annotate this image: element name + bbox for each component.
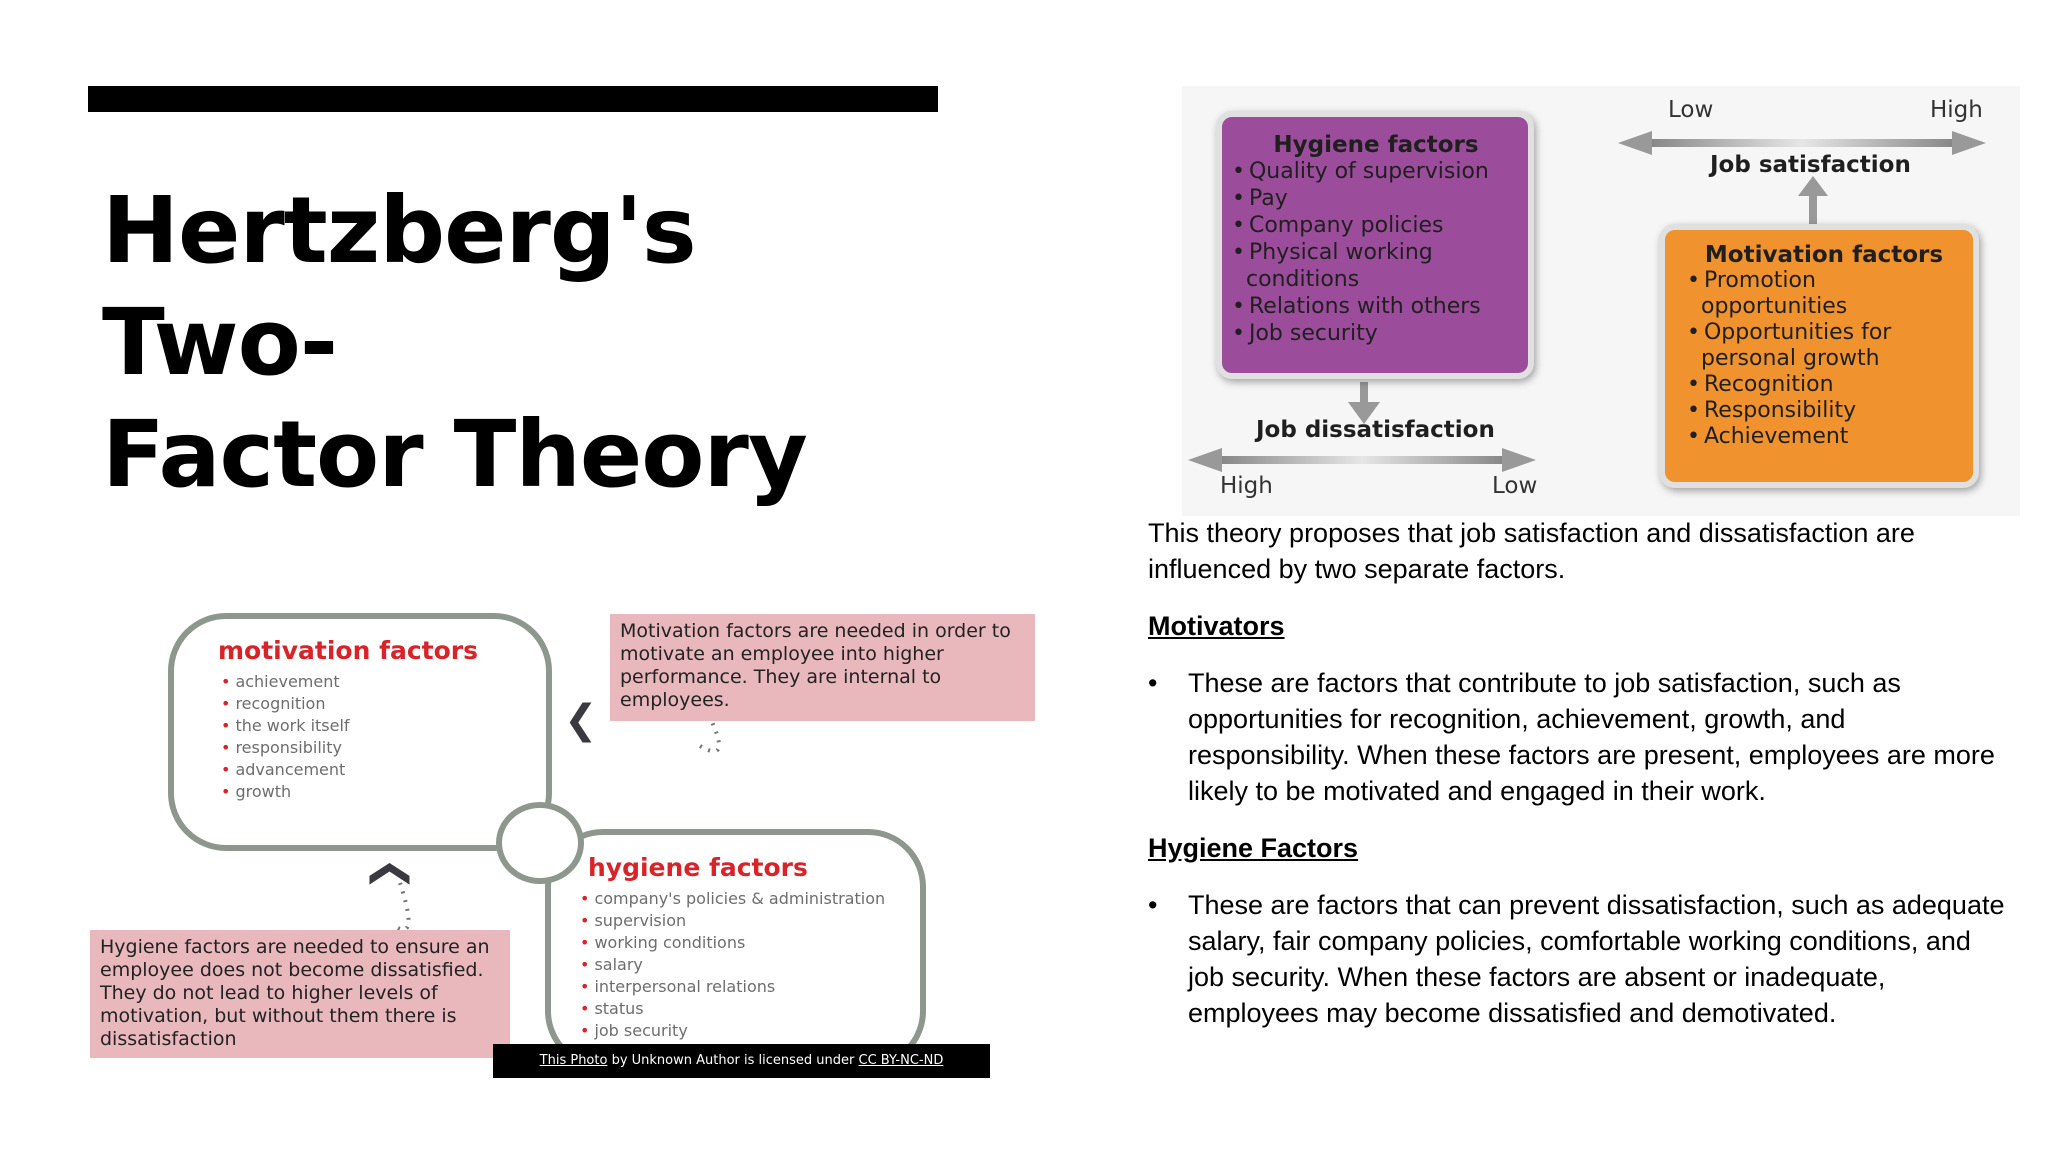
hygiene-box-title: Hygiene factors [1273, 132, 1479, 158]
list-item: • Achievement [1687, 424, 1961, 450]
job-satisfaction-diagram-image [1182, 86, 2020, 516]
motivators-heading: Motivators [1148, 611, 1285, 641]
list-item: • advancement [221, 759, 350, 781]
slide-title-line-1: Hertzberg's Two- [102, 177, 696, 396]
list-item: • working conditions [580, 932, 885, 954]
two-factor-diagram-image [88, 608, 1040, 1078]
motivation-factors-list [221, 671, 350, 803]
list-item: • company's policies & administration [580, 888, 885, 910]
motivation-note: Motivation factors are needed in order to motivate an employee into higher performance. They are internal to employees. [610, 614, 1035, 721]
list-item: • Pay [1232, 185, 1520, 212]
motivation-factors-heading: motivation factors [218, 636, 479, 665]
dissatisfaction-axis-arrow [1188, 448, 1536, 472]
chevron-left-icon: ❮ [564, 697, 598, 743]
satisfaction-low-label: Low [1668, 97, 1714, 123]
list-item: • the work itself [221, 715, 350, 737]
list-item: • recognition [221, 693, 350, 715]
hygiene-factors-box [1216, 111, 1534, 379]
list-item: • Responsibility [1687, 398, 1961, 424]
list-item: • Opportunities for personal growth [1687, 320, 1961, 372]
hygiene-bullet [1148, 887, 2008, 1031]
center-circle [496, 802, 584, 884]
list-item: • status [580, 998, 885, 1020]
list-item: • Company policies [1232, 212, 1520, 239]
list-item: • salary [580, 954, 885, 976]
motivators-bullet-text: These are factors that contribute to job satisfaction, such as opportunities for recognition, achievement, growth, and responsibility. When these factors are present, employees are more likely to be motivated and engaged in their work. [1188, 668, 1995, 806]
list-item: • achievement [221, 671, 350, 693]
job-dissatisfaction-label: Job dissatisfaction [1256, 417, 1495, 443]
hygiene-factors-heading: hygiene factors [588, 853, 808, 882]
list-item: • Promotion opportunities [1687, 268, 1961, 320]
hygiene-note: Hygiene factors are needed to ensure an employee does not become dissatisfied. They do not lead to higher levels of motivation, but without them there is dissatisfaction [90, 930, 510, 1058]
body-text [1148, 515, 2008, 1031]
motivators-bullet [1148, 665, 2008, 809]
title-accent-bar [88, 86, 938, 112]
hygiene-factors-heading-text: Hygiene Factors [1148, 833, 1359, 863]
hygiene-bullet-text: These are factors that can prevent dissatisfaction, such as adequate salary, fair company policies, comfortable working conditions, and job security. When these factors are absent or inadequate, employees may become dissatisfied and demotivated. [1188, 890, 2005, 1028]
license-link[interactable]: CC BY-NC-ND [858, 1053, 944, 1068]
photo-credit-bar [493, 1044, 990, 1078]
list-item: • Quality of supervision [1232, 158, 1520, 185]
photo-link[interactable]: This Photo [539, 1053, 608, 1068]
list-item: • supervision [580, 910, 885, 932]
chevron-up-icon: ❮ [368, 857, 415, 891]
list-item: • growth [221, 781, 350, 803]
motivation-box-title: Motivation factors [1704, 242, 1944, 268]
list-item: • Physical working conditions [1232, 239, 1520, 293]
dissatisfaction-low-label: Low [1492, 473, 1538, 499]
list-item: • interpersonal relations [580, 976, 885, 998]
slide-title [102, 175, 862, 511]
list-item: • Relations with others [1232, 293, 1520, 320]
dissatisfaction-high-label: High [1220, 473, 1273, 499]
bullet-glyph: • [1148, 890, 1158, 920]
job-satisfaction-label: Job satisfaction [1710, 152, 1911, 178]
motivation-factors-box [1659, 224, 1979, 488]
satisfaction-high-label: High [1930, 97, 1983, 123]
motivation-box-list [1687, 268, 1961, 450]
credit-text: by Unknown Author is licensed under [607, 1053, 859, 1068]
hygiene-factors-list [580, 888, 885, 1042]
slide-title-line-2: Factor Theory [102, 401, 807, 508]
list-item: • Recognition [1687, 372, 1961, 398]
list-item: • responsibility [221, 737, 350, 759]
satisfaction-up-arrow [1798, 176, 1828, 226]
intro-paragraph: This theory proposes that job satisfaction and dissatisfaction are influenced by two separate factors. [1148, 518, 1915, 584]
list-item: • job security [580, 1020, 885, 1042]
bullet-glyph: • [1148, 668, 1158, 698]
hygiene-box-list [1232, 158, 1520, 347]
list-item: • Job security [1232, 320, 1520, 347]
